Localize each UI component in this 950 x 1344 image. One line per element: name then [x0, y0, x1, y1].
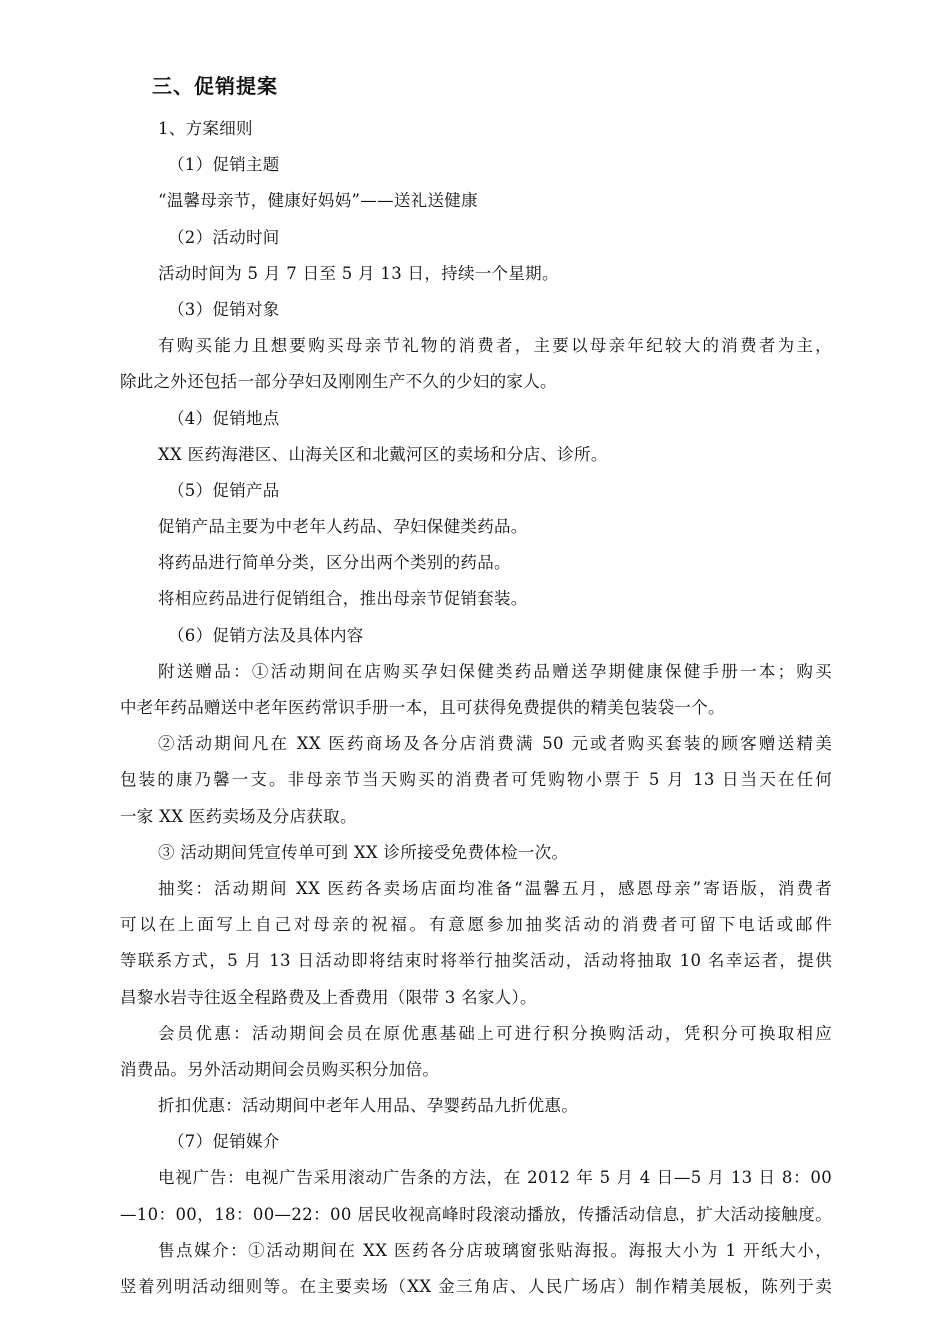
text-line: 一家 XX 医药卖场及分店获取。: [120, 806, 357, 826]
text-line: 中老年药品赠送中老年医药常识手册一本，且可获得免费提供的精美包装袋一个。: [120, 698, 725, 717]
text-line: （5）促销产品: [168, 480, 280, 500]
text-line: 昌黎水岩寺往返全程路费及上香费用（限带 3 名家人）。: [120, 987, 537, 1007]
text-line: “温馨母亲节，健康好妈妈”——送礼送健康: [158, 191, 478, 211]
text-line: 会员优惠：活动期间会员在原优惠基础上可进行积分换购活动，凭积分可换取相应: [158, 1023, 832, 1043]
text-line: （7）促销媒介: [168, 1132, 280, 1152]
text-line: 电视广告：电视广告采用滚动广告条的方法，在 2012 年 5 月 4 日—5 月 13 日 8：00: [158, 1168, 832, 1188]
section-heading: 三、促销提案: [152, 74, 278, 98]
text-line: 促销产品主要为中老年人药品、孕妇保健类药品。: [158, 517, 528, 537]
text-line: （3）促销对象: [168, 299, 280, 319]
text-line: 折扣优惠：活动期间中老年人用品、孕婴药品九折优惠。: [158, 1096, 578, 1116]
text-line: XX 医药海港区、山海关区和北戴河区的卖场和分店、诊所。: [158, 444, 608, 464]
text-line: —10：00，18：00—22：00 居民收视高峰时段滚动播放，传播活动信息，扩大活动接触度。: [120, 1204, 832, 1224]
text-line: 附送赠品：①活动期间在店购买孕妇保健类药品赠送孕期健康保健手册一本；购买: [158, 661, 832, 681]
text-line: 除此之外还包括一部分孕妇及刚刚生产不久的少妇的家人。: [120, 372, 557, 392]
text-line: 消费品。另外活动期间会员购买积分加倍。: [120, 1059, 440, 1079]
text-line: 等联系方式，5 月 13 日活动即将结束时将举行抽奖活动，活动将抽取 10 名幸运者，提供: [120, 951, 832, 971]
body-text: [120, 111, 832, 1305]
text-line: ②活动期间凡在 XX 医药商场及各分店消费满 50 元或者购买套装的顾客赠送精美: [158, 734, 832, 754]
text-line: ③ 活动期间凭宣传单可到 XX 诊所接受免费体检一次。: [158, 842, 569, 862]
text-line: 可以在上面写上自己对母亲的祝福。有意愿参加抽奖活动的消费者可留下电话或邮件: [120, 915, 832, 935]
text-line: 竖着列明活动细则等。在主要卖场（XX 金三角店、人民广场店）制作精美展板，陈列于卖: [120, 1277, 832, 1296]
text-line: 活动时间为 5 月 7 日至 5 月 13 日，持续一个星期。: [158, 263, 559, 283]
text-line: （1）促销主题: [168, 155, 280, 175]
text-line: 将相应药品进行促销组合，推出母亲节促销套装。: [158, 589, 528, 609]
text-line: 1、方案细则: [158, 119, 253, 138]
text-line: 将药品进行简单分类，区分出两个类别的药品。: [158, 553, 511, 573]
text-line: 包装的康乃馨一支。非母亲节当天购买的消费者可凭购物小票于 5 月 13 日当天在任何: [120, 770, 832, 790]
text-line: （4）促销地点: [168, 408, 280, 428]
text-line: 抽奖：活动期间 XX 医药各卖场店面均准备“温馨五月，感恩母亲”寄语版，消费者: [158, 878, 832, 898]
text-line: （2）活动时间: [168, 227, 280, 247]
text-line: 售点媒介：①活动期间在 XX 医药各分店玻璃窗张贴海报。海报大小为 1 开纸大小，: [158, 1240, 832, 1260]
text-line: 有购买能力且想要购买母亲节礼物的消费者，主要以母亲年纪较大的消费者为主，: [158, 336, 832, 356]
text-line: （6）促销方法及具体内容: [168, 625, 364, 645]
